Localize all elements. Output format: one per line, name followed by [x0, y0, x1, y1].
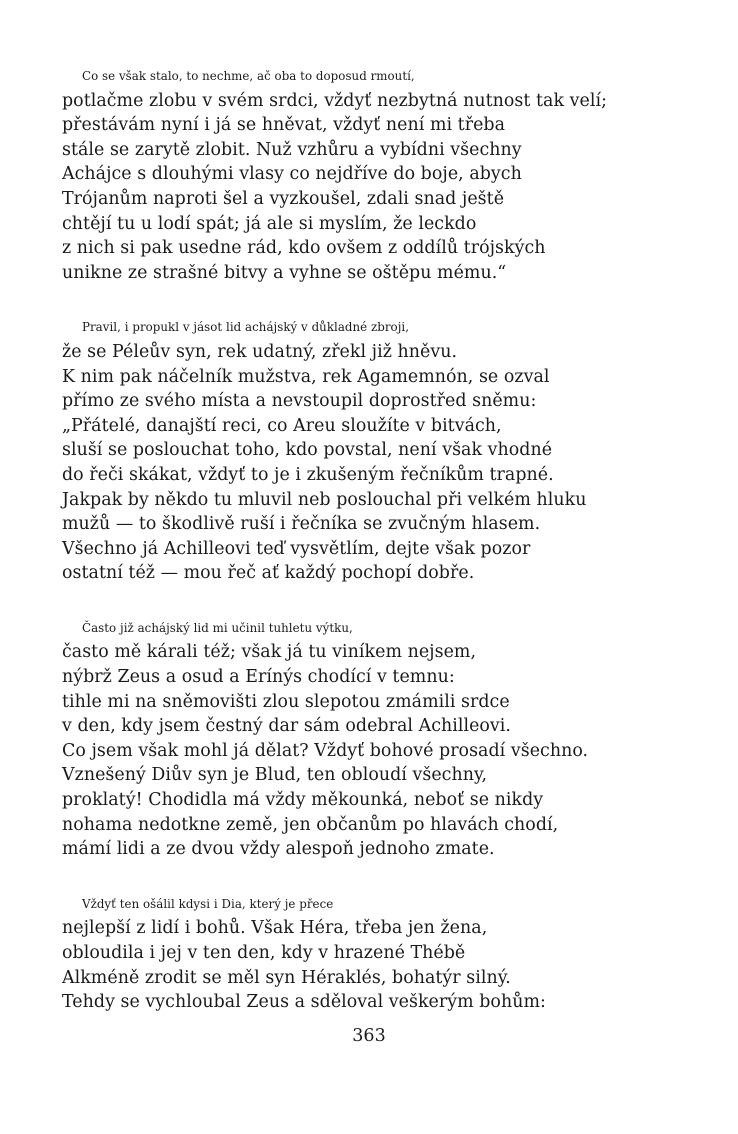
text-line: Alkméně zrodit se měl syn Héraklés, bohatýr silný. — [62, 967, 511, 988]
text-line: chtějí tu u lodí spát; já ale si myslím, že leckdo — [62, 213, 477, 234]
text-line: Trójanům naproti šel a vyzkoušel, zdali snad ještě — [62, 188, 505, 209]
text-line: obloudila i jej v ten den, kdy v hrazené Thébě — [62, 943, 466, 963]
text-line: mužů — to škodlivě ruší i řečníka se zvučným hlasem. — [62, 514, 541, 535]
page-number: 363 — [352, 1026, 386, 1046]
text-line: Achájce s dlouhými vlasy co nejdříve do boje, abych — [62, 164, 522, 185]
text-line: mámí lidi a ze dvou vždy alespoň jednoho zmate. — [62, 839, 495, 860]
text-line: Tehdy se vychloubal Zeus a sděloval veškerým bohům: — [62, 992, 546, 1013]
text-line: Jakpak by někdo tu mluvil neb poslouchal při velkém hluku — [62, 489, 587, 510]
page-text — [62, 64, 702, 1045]
text-line: proklatý! Chodidla má vždy měkounká, neboť se nikdy — [62, 790, 544, 811]
text-line: K nim pak náčelník mužstva, rek Agamemnón, se ozval — [62, 366, 550, 387]
text-line: Co se však stalo, to nechme, ač oba to doposud rmoutí, — [82, 69, 415, 83]
stanza-3 — [62, 616, 702, 862]
text-line: Vždyť ten ošálil kdysi i Dia, který je přece — [82, 896, 334, 911]
stanza-2 — [62, 315, 702, 586]
text-line: v den, kdy jsem čestný dar sám odebral Achilleovi. — [62, 716, 511, 737]
text-line: nýbrž Zeus a osud a Erínýs chodící v temnu: — [62, 667, 455, 688]
text-line: ostatní též — mou řeč ať každý pochopí dobře. — [62, 563, 475, 584]
text-line: do řeči skákat, vždyť to je i zkušeným řečníkům trapné. — [62, 464, 554, 485]
text-line: Vznešený Diův syn je Blud, ten obloudí všechny, — [62, 765, 488, 786]
text-line: tihle mi na sněmovišti zlou slepotou zmámili srdce — [62, 691, 510, 712]
text-line: „Přátelé, danajští reci, co Areu sloužíte v bitvách, — [62, 415, 502, 436]
text-line: unikne ze strašné bitvy a vyhne se oštěpu mému.“ — [62, 262, 507, 283]
text-line: z nich si pak usedne rád, kdo ovšem z oddílů trójských — [62, 238, 546, 259]
text-line: že se Péleův syn, rek udatný, zřekl již hněvu. — [62, 341, 458, 362]
text-line: stále se zarytě zlobit. Nuž vzhůru a vybídni všechny — [62, 139, 522, 160]
text-line: Co jsem však mohl já dělat? Vždyť bohové prosadí všechno. — [62, 740, 589, 761]
stanza-4 — [62, 892, 702, 1015]
text-line: nejlepší z lidí i bohů. Však Héra, třeba jen žena, — [62, 918, 488, 939]
text-line: Často již achájský lid mi učinil tuhletu výtku, — [82, 620, 353, 635]
text-line: Všechno já Achilleovi teď vysvětlím, dejte však pozor — [62, 538, 531, 559]
text-line: sluší se poslouchat toho, kdo povstal, není však vhodné — [62, 440, 553, 461]
text-line: přímo ze svého místa a nevstoupil doprostřed sněmu: — [62, 391, 537, 412]
text-line: přestávám nyní i já se hněvat, vždyť není mi třeba — [62, 115, 506, 136]
text-line: nohama nedotkne země, jen občanům po hlavách chodí, — [62, 814, 559, 835]
text-line: Pravil, i propukl v jásot lid achájský v důkladné zbroji, — [82, 320, 410, 335]
text-line: potlačme zlobu v svém srdci, vždyť nezbytná nutnost tak velí; — [62, 90, 607, 111]
text-line: často mě kárali též; však já tu viníkem nejsem, — [62, 642, 477, 663]
stanza-1 — [62, 64, 702, 285]
